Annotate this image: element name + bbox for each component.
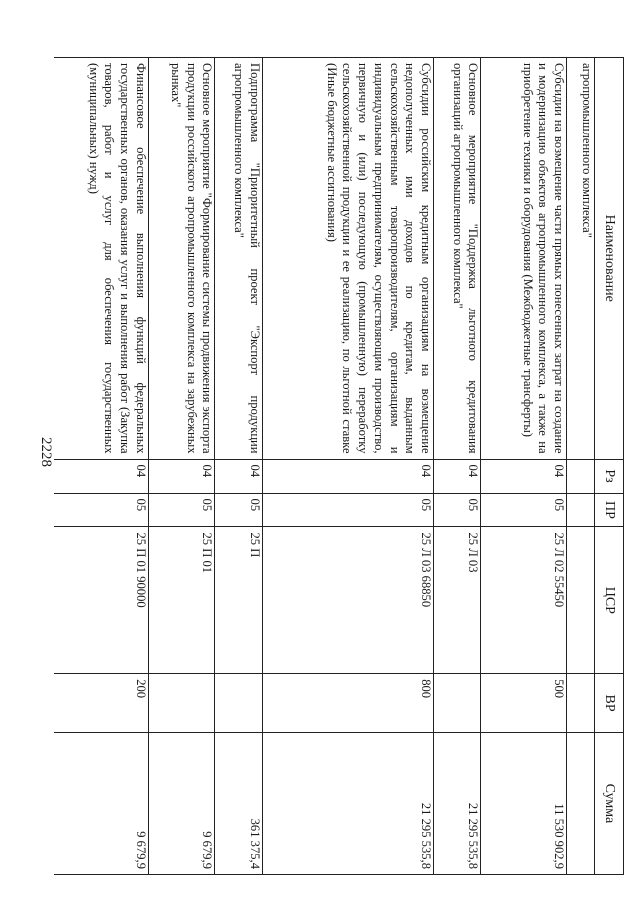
budget-table [54,57,624,875]
row-sum: 361 375,4 [215,732,262,874]
row-name: Субсидии российским кредитным организациям на возмещение недополученных ими доходов по кредитам, выданным сельскохозяйственным товаропроизводителям, организациям и индивидуальным предпринимателям, осуществляющим производство, первичную и (или) последующую (промышленную) переработку сельскохозяйственной продукции и ее реализацию, по льготной ставке (Иные бюджетные ассигнования) [262,58,434,460]
table-row [215,58,262,875]
row-vr: 800 [262,674,434,733]
row-csr [567,527,595,674]
table-row [434,58,481,875]
row-csr: 25 П 01 [148,527,214,674]
table-row [148,58,214,875]
row-name: Субсидии на возмещение части прямых понесенных затрат на создание и модернизацию объектов агропромышленного комплекса, а также на приобретение техники и оборудования (Межбюджетные трансферты) [481,58,567,460]
row-name: Основное мероприятие "Формирование системы продвижения экспорта продукции российского агропромышленного комплекса на зарубежных рынках" [148,58,214,460]
row-vr: 500 [481,674,567,733]
row-pr: 05 [434,493,481,527]
header-name: Наименование [595,58,624,460]
table-header-row [595,58,624,875]
header-csr: ЦСР [595,527,624,674]
row-name: Финансовое обеспечение выполнения функций федеральных государственных органов, оказания услуг и выполнения работ (Закупка товаров, работ и услуг для обеспечения государственных (муниципальных) нужд) [54,58,148,460]
row-pr: 05 [54,493,148,527]
row-pr: 05 [148,493,214,527]
header-sum: Сумма [595,732,624,874]
budget-table-container [54,57,624,875]
page-number: 2228 [38,437,55,467]
row-rz: 04 [481,459,567,493]
row-sum [567,732,595,874]
row-rz: 04 [434,459,481,493]
row-vr [215,674,262,733]
table-row [262,58,434,875]
header-rz: Рз [595,459,624,493]
row-pr: 05 [215,493,262,527]
row-pr: 05 [481,493,567,527]
table-row [54,58,148,875]
row-csr: 25 Л 03 [434,527,481,674]
row-rz: 04 [262,459,434,493]
row-name: Подпрограмма "Приоритетный проект "Экспорт продукции агропромышленного комплекса" [215,58,262,460]
header-vr: ВР [595,674,624,733]
row-vr [148,674,214,733]
row-vr [434,674,481,733]
row-name: агропромышленного комплекса" [567,58,595,460]
row-pr [567,493,595,527]
row-rz: 04 [148,459,214,493]
table-row [481,58,567,875]
row-csr: 25 П 01 90000 [54,527,148,674]
table-row [567,58,595,875]
row-rz: 04 [215,459,262,493]
header-pr: ПР [595,493,624,527]
row-csr: 25 Л 02 55450 [481,527,567,674]
row-sum: 21 295 535,8 [262,732,434,874]
row-sum: 9 679,9 [54,732,148,874]
row-csr: 25 Л 03 68850 [262,527,434,674]
row-sum: 11 530 902,9 [481,732,567,874]
row-rz [567,459,595,493]
row-sum: 21 295 535,8 [434,732,481,874]
row-vr: 200 [54,674,148,733]
row-name: Основное мероприятие "Поддержка льготного кредитования организаций агропромышленного комплекса" [434,58,481,460]
row-csr: 25 П [215,527,262,674]
row-sum: 9 679,9 [148,732,214,874]
row-pr: 05 [262,493,434,527]
row-vr [567,674,595,733]
row-rz: 04 [54,459,148,493]
